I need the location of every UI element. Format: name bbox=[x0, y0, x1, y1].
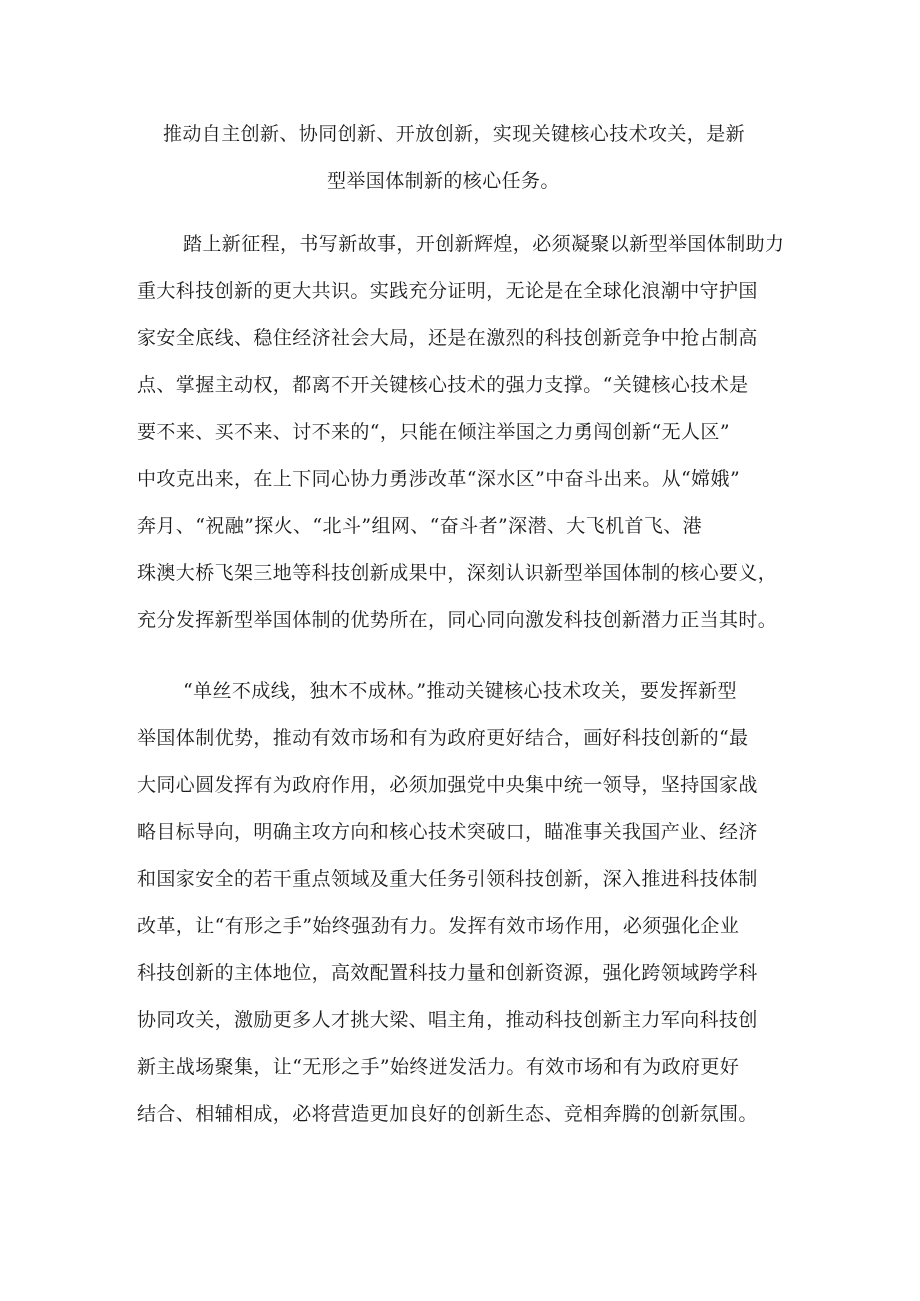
paragraph-1-line-8: 珠澳大桥飞架三地等科技创新成果中，深刻认识新型举国体制的核心要义， bbox=[137, 562, 778, 584]
paragraph-2-line-1: “单丝不成线，独木不成林。”推动关键核心技术攻关，要发挥新型 bbox=[183, 680, 737, 702]
paragraph-2-line-3: 大同心圆发挥有为政府作用，必须加强党中央集中统一领导，坚持国家战 bbox=[137, 774, 758, 796]
paragraph-2-line-6: 改革，让“有形之手”始终强劲有力。发挥有效市场作用，必须强化企业 bbox=[137, 915, 740, 937]
paragraph-1-line-9: 充分发挥新型举国体制的优势所在，同心同向激发科技创新潜力正当其时。 bbox=[137, 609, 778, 631]
heading-line-1: 推动自主创新、协同创新、开放创新，实现关键核心技术攻关，是新 bbox=[163, 123, 746, 145]
paragraph-2-line-4: 略目标导向，明确主攻方向和核心技术突破口，瞄准事关我国产业、经济 bbox=[137, 821, 758, 843]
paragraph-1-line-7: 奔月、“祝融”探火、“北斗”组网、“奋斗者”深潜、大飞机首飞、港 bbox=[137, 515, 703, 537]
paragraph-2-line-5: 和国家安全的若干重点领域及重大任务引领科技创新，深入推进科技体制 bbox=[137, 868, 758, 890]
paragraph-2-line-7: 科技创新的主体地位，高效配置科技力量和创新资源，强化跨领域跨学科 bbox=[137, 962, 758, 984]
paragraph-1-line-5: 要不来、买不来、讨不来的“，只能在倾注举国之力勇闯创新“无人区” bbox=[137, 421, 730, 443]
paragraph-1-line-2: 重大科技创新的更大共识。实践充分证明，无论是在全球化浪潮中守护国 bbox=[137, 280, 758, 302]
paragraph-1-line-4: 点、掌握主动权，都离不开关键核心技术的强力支撑。“关键核心技术是 bbox=[137, 374, 749, 396]
paragraph-2-line-10: 结合、相辅相成，必将营造更加良好的创新生态、竞相奔腾的创新氛围。 bbox=[137, 1103, 758, 1125]
paragraph-1-line-3: 家安全底线、稳住经济社会大局，还是在激烈的科技创新竞争中抢占制高 bbox=[137, 327, 758, 349]
paragraph-2-line-8: 协同攻关，激励更多人才挑大梁、唱主角，推动科技创新主力军向科技创 bbox=[137, 1009, 758, 1031]
heading-line-2: 型举国体制新的核心任务。 bbox=[327, 170, 560, 192]
paragraph-2-line-2: 举国体制优势，推动有效市场和有为政府更好结合，画好科技创新的“最 bbox=[137, 727, 749, 749]
paragraph-1-line-1: 踏上新征程，书写新故事，开创新辉煌，必须凝聚以新型举国体制助力 bbox=[183, 233, 785, 255]
paragraph-1-line-6: 中攻克出来，在上下同心协力勇涉改革“深水区”中奋斗出来。从“嫦娥” bbox=[137, 468, 741, 490]
paragraph-2-line-9: 新主战场聚集，让“无形之手”始终迸发活力。有效市场和有为政府更好 bbox=[137, 1056, 740, 1078]
